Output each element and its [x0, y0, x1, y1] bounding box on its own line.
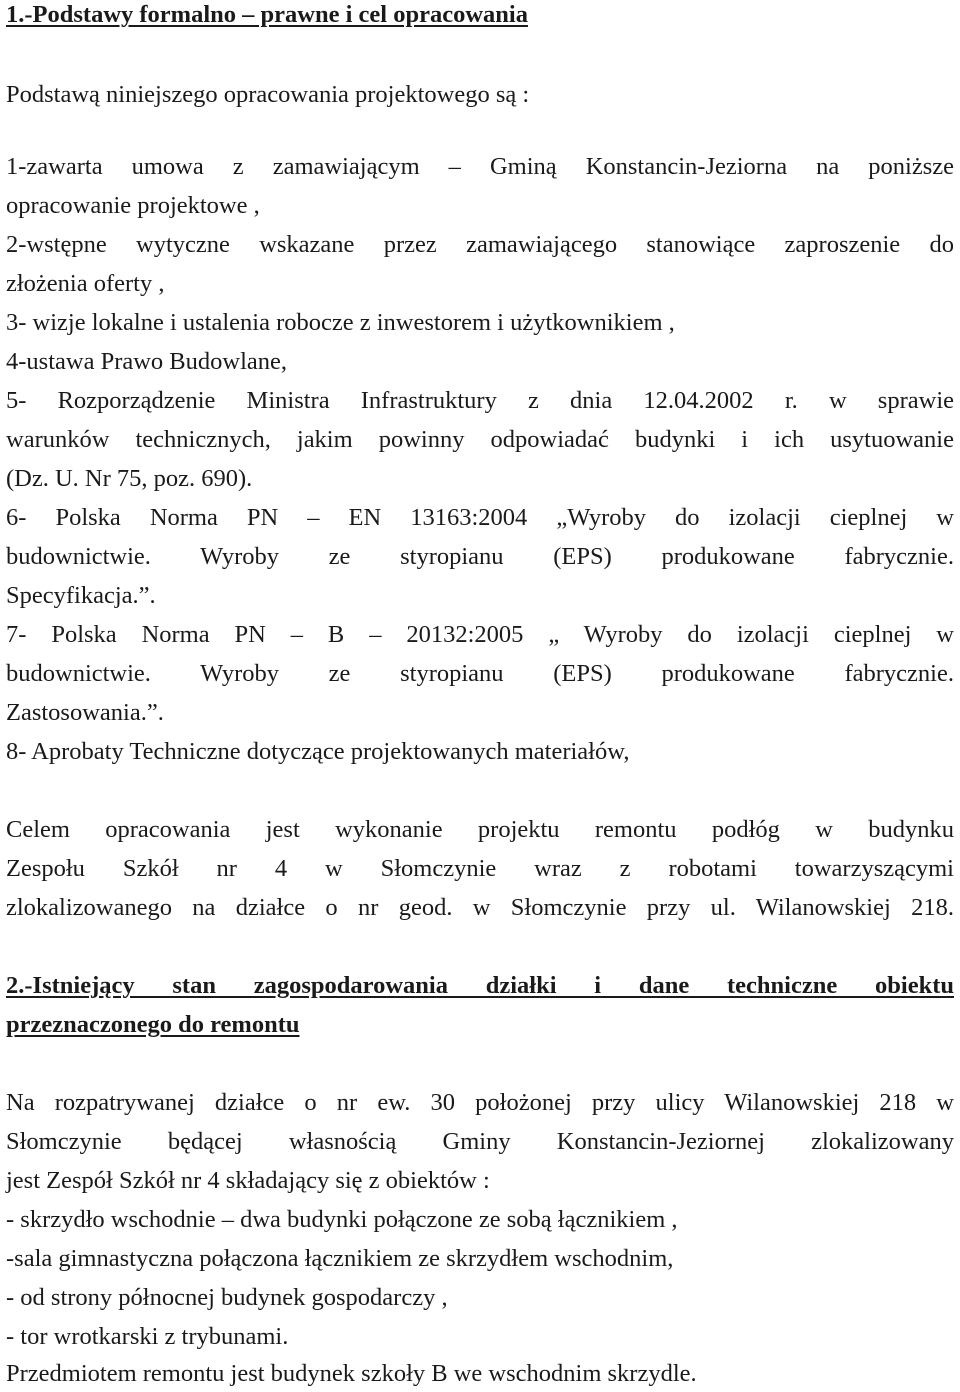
- basis-line: budownictwie. Wyroby ze styropianu (EPS) produkowane fabrycznie.: [6, 660, 954, 687]
- basis-line: 2-wstępne wytyczne wskazane przez zamawiającego stanowiące zaproszenie do: [6, 231, 954, 258]
- purpose-line: zlokalizowanego na działce o nr geod. w Słomczynie przy ul. Wilanowskiej 218.: [6, 894, 954, 921]
- basis-line: warunków technicznych, jakim powinny odpowiadać budynki i ich usytuowanie: [6, 426, 954, 453]
- basis-line: 5- Rozporządzenie Ministra Infrastruktury z dnia 12.04.2002 r. w sprawie: [6, 387, 954, 414]
- purpose-line: Zespołu Szkół nr 4 w Słomczynie wraz z robotami towarzyszącymi: [6, 855, 954, 882]
- site-description-line: - tor wrotkarski z trybunami.: [6, 1323, 289, 1350]
- basis-line: 3- wizje lokalne i ustalenia robocze z inwestorem i użytkownikiem ,: [6, 309, 675, 336]
- basis-line: opracowanie projektowe ,: [6, 192, 260, 219]
- section-1-heading: 1.-Podstawy formalno – prawne i cel opracowania: [6, 1, 528, 28]
- basis-line: 6- Polska Norma PN – EN 13163:2004 „Wyroby do izolacji cieplnej w: [6, 504, 954, 531]
- site-description-line: Na rozpatrywanej działce o nr ew. 30 położonej przy ulicy Wilanowskiej 218 w: [6, 1089, 954, 1116]
- section-2-heading: 2.-Istniejący stan zagospodarowania działki i dane techniczne obiektu: [6, 972, 954, 999]
- site-description-line: - skrzydło wschodnie – dwa budynki połączone ze sobą łącznikiem ,: [6, 1206, 678, 1233]
- section-2-heading-continued: przeznaczonego do remontu: [6, 1011, 300, 1038]
- basis-line: 4-ustawa Prawo Budowlane,: [6, 348, 288, 375]
- site-description-line: - od strony północnej budynek gospodarczy ,: [6, 1284, 448, 1311]
- site-description-line: -sala gimnastyczna połączona łącznikiem ze skrzydłem wschodnim,: [6, 1245, 674, 1272]
- basis-line: 7- Polska Norma PN – B – 20132:2005 „ Wyroby do izolacji cieplnej w: [6, 621, 954, 648]
- site-description-line: Przedmiotem remontu jest budynek szkoły B we wschodnim skrzydle.: [6, 1360, 697, 1387]
- basis-line: 1-zawarta umowa z zamawiającym – Gminą Konstancin-Jeziorna na poniższe: [6, 153, 954, 180]
- basis-line: 8- Aprobaty Techniczne dotyczące projektowanych materiałów,: [6, 738, 630, 765]
- basis-line: (Dz. U. Nr 75, poz. 690).: [6, 465, 253, 492]
- purpose-line: Celem opracowania jest wykonanie projektu remontu podłóg w budynku: [6, 816, 954, 843]
- site-description-line: Słomczynie będącej własnością Gminy Konstancin-Jeziornej zlokalizowany: [6, 1128, 954, 1155]
- basis-line: złożenia oferty ,: [6, 270, 165, 297]
- section-1-intro: Podstawą niniejszego opracowania projektowego są :: [6, 81, 530, 108]
- site-description-line: jest Zespół Szkół nr 4 składający się z obiektów :: [6, 1167, 490, 1194]
- basis-line: budownictwie. Wyroby ze styropianu (EPS) produkowane fabrycznie.: [6, 543, 954, 570]
- basis-line: Zastosowania.”.: [6, 699, 164, 726]
- basis-line: Specyfikacja.”.: [6, 582, 156, 609]
